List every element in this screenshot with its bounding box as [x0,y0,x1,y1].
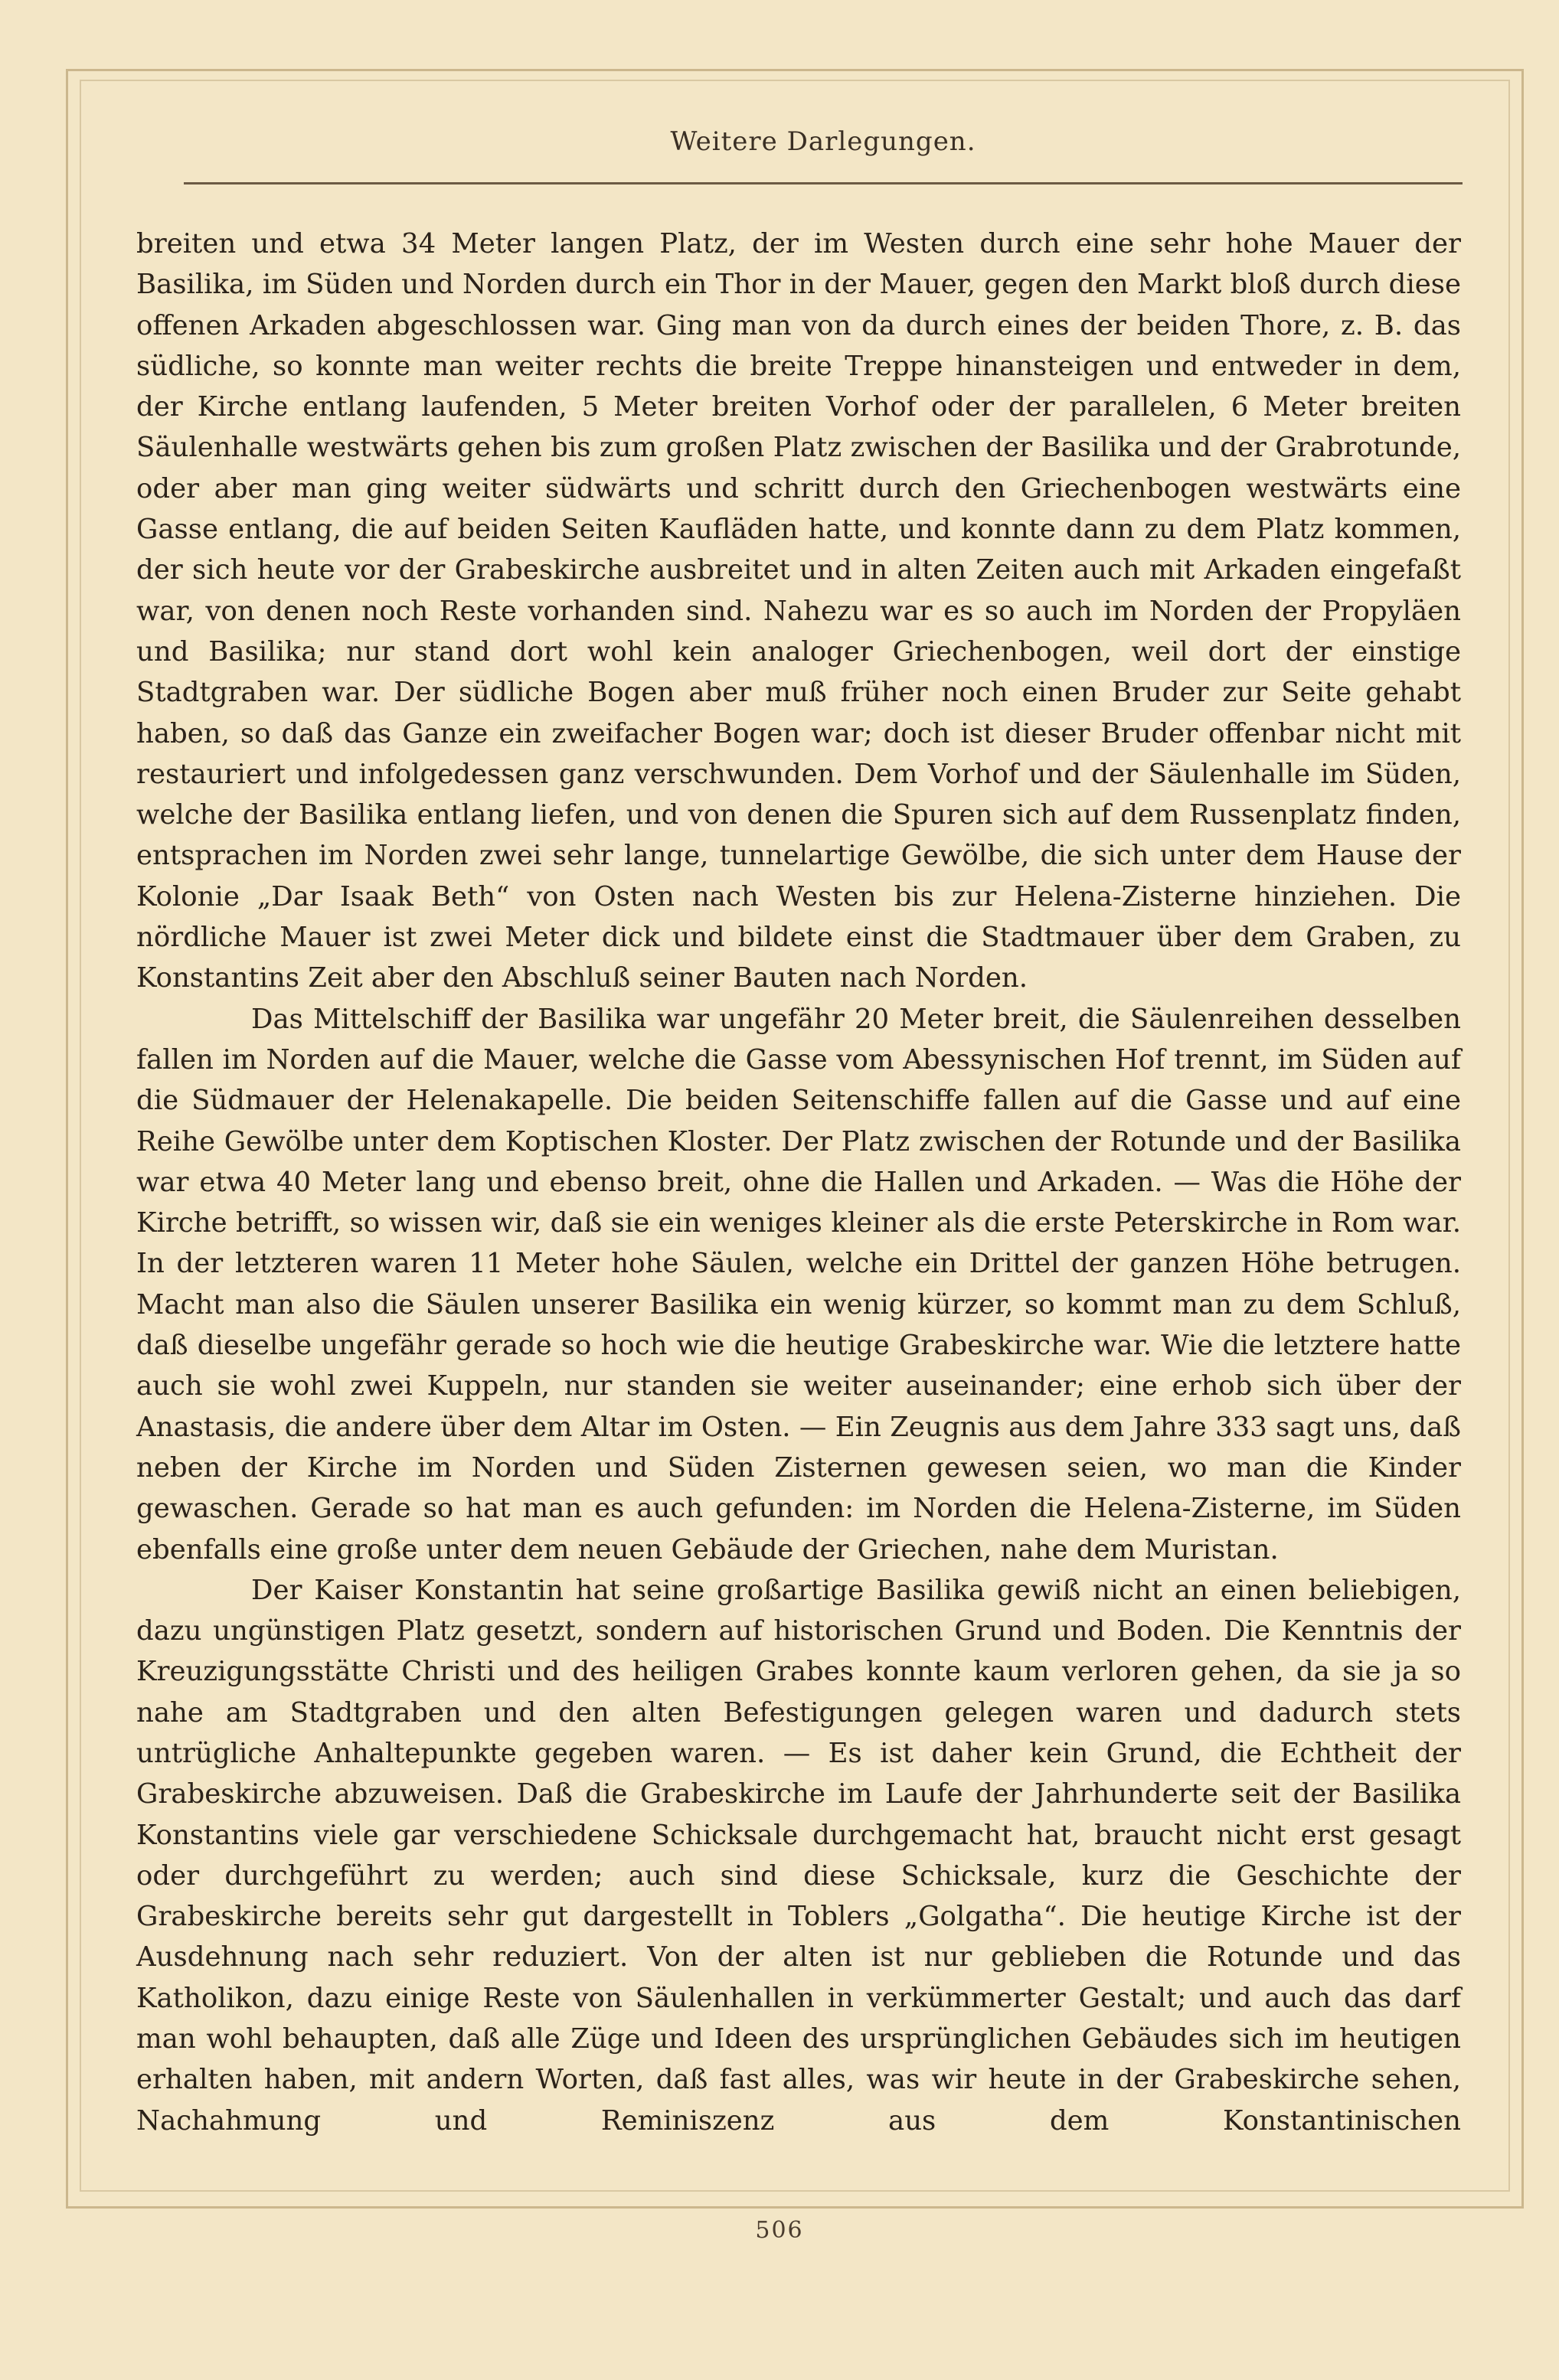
paragraph-3: Der Kaiser Konstantin hat seine großartige Basilika gewiß nicht an einen beliebigen, dazu ungünstigen Platz gesetzt, sondern auf historischen Grund und Boden. Die Kenntnis der Kreuzigungsstätte Christi und des heiligen Grabes konnte kaum verloren gehen, da sie ja so nahe am Stadtgraben und den alten Befestigungen gelegen waren und dadurch stets untrügliche Anhaltepunkte gegeben waren. — Es ist daher kein Grund, die Echtheit der Grabeskirche abzuweisen. Daß die Grabeskirche im Laufe der Jahrhunderte seit der Basilika Konstantins viele gar verschiedene Schicksale durchgemacht hat, braucht nicht erst gesagt oder durchgeführt zu werden; auch sind diese Schicksale, kurz die Geschichte der Grabeskirche bereits sehr gut dargestellt in Toblers „Golgatha“. Die heutige Kirche ist der Ausdehnung nach sehr reduziert. Von der alten ist nur geblieben die Rotunde und das Katholikon, dazu einige Reste von Säulenhallen in verkümmerter Gestalt; und auch das darf man wohl behaupten, daß alle Züge und Ideen des ursprünglichen Gebäudes sich im heutigen erhalten haben, mit andern Worten, daß fast alles, was wir heute in der Grabeskirche sehen, Nachahmung und Reminiszenz aus dem Konstantinischen [136,1574,1461,2137]
running-header: Weitere Darlegungen. [670,126,976,157]
page-number: 506 [755,2217,804,2244]
header-rule [184,182,1463,184]
paragraph-2: Das Mittelschiff der Basilika war ungefähr 20 Meter breit, die Säulenreihen desselben fallen im Norden auf die Mauer, welche die Gasse vom Abessynischen Hof trennt, im Süden auf die Südmauer der Helenakapelle. Die beiden Seitenschiffe fallen auf die Gasse und auf eine Reihe Gewölbe unter dem Koptischen Kloster. Der Platz zwischen der Rotunde und der Basilika war etwa 40 Meter lang und ebenso breit, ohne die Hallen und Arkaden. — Was die Höhe der Kirche betrifft, so wissen wir, daß sie ein weniges kleiner als die erste Peterskirche in Rom war. In der letzteren waren 11 Meter hohe Säulen, welche ein Drittel der ganzen Höhe betrugen. Macht man also die Säulen unserer Basilika ein wenig kürzer, so kommt man zu dem Schluß, daß dieselbe ungefähr gerade so hoch wie die heutige Grabeskirche war. Wie die letztere hatte auch sie wohl zwei Kuppeln, nur standen sie weiter auseinander; eine erhob sich über der Anastasis, die andere über dem Altar im Osten. — Ein Zeugnis aus dem Jahre 333 sagt uns, daß neben der Kirche im Norden und Süden Zisternen gewesen seien, wo man die Kinder gewaschen. Gerade so hat man es auch gefunden: im Norden die Helena-Zisterne, im Süden ebenfalls eine große unter dem neuen Gebäude der Griechen, nahe dem Muristan. [136,1003,1461,1565]
body-text [136,224,1461,2141]
paragraph-1: breiten und etwa 34 Meter langen Platz, der im Westen durch eine sehr hohe Mauer der Basilika, im Süden und Norden durch ein Thor in der Mauer, gegen den Markt bloß durch diese offenen Arkaden abgeschlossen war. Ging man von da durch eines der beiden Thore, z. B. das südliche, so konnte man weiter rechts die breite Treppe hinansteigen und entweder in dem, der Kirche entlang laufenden, 5 Meter breiten Vorhof oder der parallelen, 6 Meter breiten Säulenhalle westwärts gehen bis zum großen Platz zwischen der Basilika und der Grabrotunde, oder aber man ging weiter südwärts und schritt durch den Griechenbogen westwärts eine Gasse entlang, die auf beiden Seiten Kaufläden hatte, und konnte dann zu dem Platz kommen, der sich heute vor der Grabeskirche ausbreitet und in alten Zeiten auch mit Arkaden eingefaßt war, von denen noch Reste vorhanden sind. Nahezu war es so auch im Norden der Propyläen und Basilika; nur stand dort wohl kein analoger Griechenbogen, weil dort der einstige Stadtgraben war. Der südliche Bogen aber muß früher noch einen Bruder zur Seite gehabt haben, so daß das Ganze ein zweifacher Bogen war; doch ist dieser Bruder offenbar nicht mit restauriert und infolgedessen ganz verschwunden. Dem Vorhof und der Säulenhalle im Süden, welche der Basilika entlang liefen, und von denen die Spuren sich auf dem Russenplatz finden, entsprachen im Norden zwei sehr lange, tunnelartige Gewölbe, die sich unter dem Hause der Kolonie „Dar Isaak Beth“ von Osten nach Westen bis zur Helena-Zisterne hinziehen. Die nördliche Mauer ist zwei Meter dick und bildete einst die Stadtmauer über dem Graben, zu Konstantins Zeit aber den Abschluß seiner Bauten nach Norden. [136,228,1461,994]
